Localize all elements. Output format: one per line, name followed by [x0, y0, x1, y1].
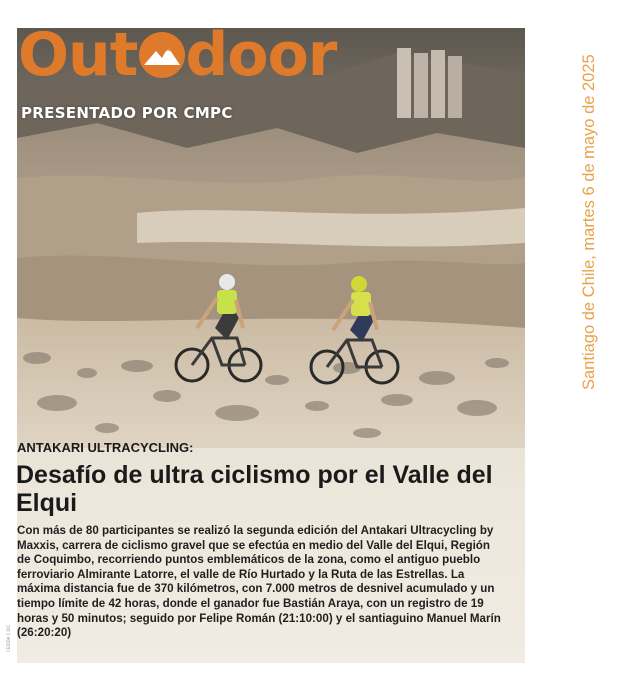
masthead-text-end: door [185, 20, 337, 91]
presented-by: PRESENTADO POR CMPC [21, 104, 233, 122]
article-kicker: ANTAKARI ULTRACYCLING: [17, 440, 194, 455]
masthead-logo [18, 20, 337, 91]
masthead-text-start: Out [18, 20, 138, 91]
mountain-icon [138, 31, 186, 79]
article-headline: Desafío de ultra ciclismo por el Valle del Elqui [16, 461, 493, 517]
edition-date: Santiago de Chile, martes 6 de mayo de 2025 [580, 54, 598, 390]
article-body: Con más de 80 participantes se realizó la segunda edición del Antakari Ultracycling by Maxxis, carrera de ciclismo gravel que se efectúa en medio del Valle del Elqui, Región de Coquimbo, recorriendo puntos emblemáticos de la zona, como el antiguo pueblo ferroviario Almirante Latorre, el valle de Río Hurtado y la Ruta de las Estrellas. La máxima distancia fue de 370 kilómetros, con 7.000 metros de desnivel acumulado y un tiempo límite de 42 horas, donde el ganador fue Bastián Araya, con un registro de 19 horas y 50 minutos; seguido por Felipe Román (21:10:00) y el santiaguino Manuel Marín (26:20:20) [17, 524, 501, 640]
photo-credit: CEDIDA 1 DIC [6, 624, 11, 652]
